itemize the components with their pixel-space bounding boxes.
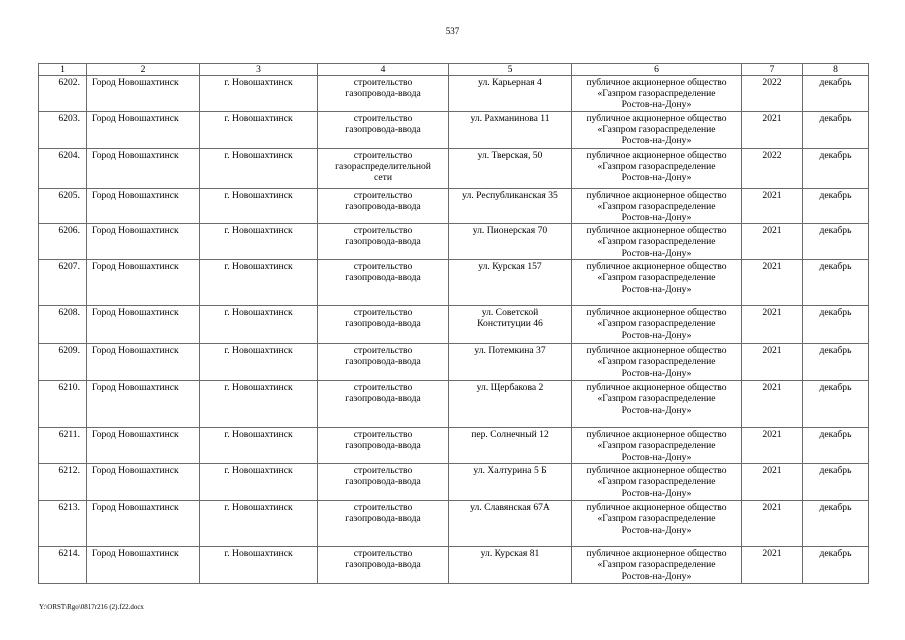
year-cell: 2021 xyxy=(742,260,803,306)
work-type-cell-line: строительство xyxy=(353,502,413,514)
organization-cell-line: «Газпром газораспределение xyxy=(597,356,716,368)
table-row xyxy=(39,428,869,464)
row-number-cell: 6205. xyxy=(39,188,87,224)
month-cell: декабрь xyxy=(803,188,869,224)
header-cell: 1 xyxy=(39,64,87,76)
row-number-cell: 6204. xyxy=(39,148,87,188)
work-type-cell-line: газопровода-ввода xyxy=(345,476,421,488)
organization-cell-line: публичное акционерное общество xyxy=(586,149,727,161)
year-cell: 2021 xyxy=(742,306,803,344)
address-cell xyxy=(449,260,572,306)
organization-cell xyxy=(572,547,742,584)
year-cell: 2021 xyxy=(742,188,803,224)
work-type-cell xyxy=(318,224,449,260)
address-cell-line: Конституции 46 xyxy=(477,318,543,330)
settlement-cell: г. Новошахтинск xyxy=(200,224,318,260)
work-type-cell xyxy=(318,501,449,547)
address-cell-line: ул. Республиканская 35 xyxy=(462,189,558,201)
organization-cell-line: «Газпром газораспределение xyxy=(597,200,716,212)
organization-cell-line: Ростов-на-Дону» xyxy=(621,329,692,341)
municipality-cell: Город Новошахтинск xyxy=(87,428,200,464)
year-cell: 2021 xyxy=(742,547,803,584)
table-row xyxy=(39,188,869,224)
work-type-cell-line: строительство xyxy=(353,345,413,357)
work-type-cell-line: газопровода-ввода xyxy=(345,236,421,248)
organization-cell xyxy=(572,76,742,112)
work-type-cell-line: газопровода-ввода xyxy=(345,559,421,571)
municipality-cell: Город Новошахтинск xyxy=(87,224,200,260)
organization-cell-line: публичное акционерное общество xyxy=(586,502,727,514)
organization-cell-line: Ростов-на-Дону» xyxy=(621,135,692,147)
work-type-cell-line: строительство xyxy=(353,465,413,477)
work-type-cell-line: строительство xyxy=(353,382,413,394)
settlement-cell: г. Новошахтинск xyxy=(200,76,318,112)
organization-cell-line: публичное акционерное общество xyxy=(586,382,727,394)
address-cell-line: ул. Курская 157 xyxy=(478,261,542,273)
work-type-cell xyxy=(318,188,449,224)
municipality-cell: Город Новошахтинск xyxy=(87,306,200,344)
organization-cell-line: «Газпром газораспределение xyxy=(597,160,716,172)
municipality-cell: Город Новошахтинск xyxy=(87,501,200,547)
work-type-cell-line: газораспределительной xyxy=(335,160,431,172)
organization-cell-line: «Газпром газораспределение xyxy=(597,123,716,135)
year-cell: 2021 xyxy=(742,224,803,260)
address-cell-line: ул. Советской xyxy=(481,307,539,319)
data-table xyxy=(38,63,869,584)
work-type-cell-line: газопровода-ввода xyxy=(345,513,421,525)
table-header-row xyxy=(39,64,869,76)
work-type-cell xyxy=(318,344,449,381)
year-cell: 2021 xyxy=(742,464,803,501)
work-type-cell xyxy=(318,306,449,344)
work-type-cell-line: сети xyxy=(374,172,392,184)
organization-cell-line: Ростов-на-Дону» xyxy=(621,99,692,111)
work-type-cell xyxy=(318,111,449,148)
work-type-cell xyxy=(318,547,449,584)
month-cell: декабрь xyxy=(803,76,869,112)
table-row xyxy=(39,381,869,428)
month-cell: декабрь xyxy=(803,111,869,148)
month-cell: декабрь xyxy=(803,464,869,501)
organization-cell-line: публичное акционерное общество xyxy=(586,77,727,88)
settlement-cell: г. Новошахтинск xyxy=(200,501,318,547)
work-type-cell-line: газопровода-ввода xyxy=(345,123,421,135)
organization-cell-line: Ростов-на-Дону» xyxy=(621,451,692,463)
year-cell: 2021 xyxy=(742,344,803,381)
organization-cell xyxy=(572,260,742,306)
municipality-cell: Город Новошахтинск xyxy=(87,111,200,148)
organization-cell-line: «Газпром газораспределение xyxy=(597,393,716,405)
address-cell-line: ул. Щербакова 2 xyxy=(476,382,544,394)
address-cell xyxy=(449,306,572,344)
organization-cell xyxy=(572,428,742,464)
organization-cell-line: публичное акционерное общество xyxy=(586,345,727,357)
organization-cell-line: публичное акционерное общество xyxy=(586,465,727,477)
organization-cell xyxy=(572,111,742,148)
address-cell-line: ул. Карьерная 4 xyxy=(478,77,542,88)
address-cell xyxy=(449,547,572,584)
municipality-cell: Город Новошахтинск xyxy=(87,188,200,224)
header-cell: 6 xyxy=(572,64,742,76)
work-type-cell-line: строительство xyxy=(353,225,413,237)
row-number-cell: 6206. xyxy=(39,224,87,260)
work-type-cell-line: газопровода-ввода xyxy=(345,393,421,405)
settlement-cell: г. Новошахтинск xyxy=(200,188,318,224)
address-cell xyxy=(449,76,572,112)
year-cell: 2021 xyxy=(742,501,803,547)
month-cell: декабрь xyxy=(803,428,869,464)
organization-cell-line: публичное акционерное общество xyxy=(586,189,727,201)
work-type-cell-line: строительство xyxy=(353,112,413,124)
organization-cell-line: Ростов-на-Дону» xyxy=(621,283,692,295)
table-row xyxy=(39,76,869,112)
organization-cell xyxy=(572,188,742,224)
work-type-cell-line: газопровода-ввода xyxy=(345,356,421,368)
header-cell: 2 xyxy=(87,64,200,76)
month-cell: декабрь xyxy=(803,344,869,381)
row-number-cell: 6211. xyxy=(39,428,87,464)
row-number-cell: 6212. xyxy=(39,464,87,501)
organization-cell-line: Ростов-на-Дону» xyxy=(621,524,692,536)
settlement-cell: г. Новошахтинск xyxy=(200,111,318,148)
organization-cell-line: Ростов-на-Дону» xyxy=(621,404,692,416)
work-type-cell-line: газопровода-ввода xyxy=(345,200,421,212)
settlement-cell: г. Новошахтинск xyxy=(200,260,318,306)
settlement-cell: г. Новошахтинск xyxy=(200,344,318,381)
address-cell-line: ул. Пионерская 70 xyxy=(472,225,548,237)
address-cell-line: ул. Курская 81 xyxy=(480,548,540,560)
work-type-cell xyxy=(318,464,449,501)
organization-cell-line: «Газпром газораспределение xyxy=(597,272,716,284)
organization-cell xyxy=(572,381,742,428)
settlement-cell: г. Новошахтинск xyxy=(200,547,318,584)
header-cell: 4 xyxy=(318,64,449,76)
settlement-cell: г. Новошахтинск xyxy=(200,428,318,464)
work-type-cell-line: строительство xyxy=(353,149,413,161)
row-number-cell: 6202. xyxy=(39,76,87,112)
address-cell-line: пер. Солнечный 12 xyxy=(471,429,549,441)
settlement-cell: г. Новошахтинск xyxy=(200,381,318,428)
address-cell xyxy=(449,188,572,224)
month-cell: декабрь xyxy=(803,381,869,428)
work-type-cell xyxy=(318,260,449,306)
work-type-cell-line: газопровода-ввода xyxy=(345,318,421,330)
row-number-cell: 6213. xyxy=(39,501,87,547)
organization-cell-line: публичное акционерное общество xyxy=(586,112,727,124)
month-cell: декабрь xyxy=(803,547,869,584)
header-cell: 7 xyxy=(742,64,803,76)
organization-cell xyxy=(572,501,742,547)
organization-cell-line: публичное акционерное общество xyxy=(586,429,727,441)
work-type-cell-line: газопровода-ввода xyxy=(345,272,421,284)
organization-cell-line: «Газпром газораспределение xyxy=(597,440,716,452)
organization-cell-line: Ростов-на-Дону» xyxy=(621,212,692,224)
work-type-cell-line: строительство xyxy=(353,548,413,560)
header-cell: 3 xyxy=(200,64,318,76)
work-type-cell-line: строительство xyxy=(353,189,413,201)
table-row xyxy=(39,260,869,306)
organization-cell-line: публичное акционерное общество xyxy=(586,225,727,237)
municipality-cell: Город Новошахтинск xyxy=(87,148,200,188)
municipality-cell: Город Новошахтинск xyxy=(87,464,200,501)
organization-cell-line: публичное акционерное общество xyxy=(586,307,727,319)
municipality-cell: Город Новошахтинск xyxy=(87,76,200,112)
address-cell xyxy=(449,224,572,260)
year-cell: 2021 xyxy=(742,381,803,428)
address-cell xyxy=(449,344,572,381)
address-cell-line: ул. Потемкина 37 xyxy=(474,345,546,357)
work-type-cell-line: газопровода-ввода xyxy=(345,440,421,452)
row-number-cell: 6203. xyxy=(39,111,87,148)
organization-cell-line: «Газпром газораспределение xyxy=(597,513,716,525)
municipality-cell: Город Новошахтинск xyxy=(87,547,200,584)
work-type-cell xyxy=(318,428,449,464)
organization-cell xyxy=(572,148,742,188)
table-row xyxy=(39,111,869,148)
organization-cell-line: Ростов-на-Дону» xyxy=(621,172,692,184)
table-row xyxy=(39,501,869,547)
year-cell: 2021 xyxy=(742,111,803,148)
organization-cell-line: Ростов-на-Дону» xyxy=(621,367,692,379)
address-cell xyxy=(449,148,572,188)
work-type-cell-line: строительство xyxy=(353,429,413,441)
table-row xyxy=(39,547,869,584)
municipality-cell: Город Новошахтинск xyxy=(87,381,200,428)
table-row xyxy=(39,148,869,188)
municipality-cell: Город Новошахтинск xyxy=(87,260,200,306)
header-cell: 5 xyxy=(449,64,572,76)
address-cell xyxy=(449,111,572,148)
work-type-cell-line: строительство xyxy=(353,261,413,273)
year-cell: 2022 xyxy=(742,148,803,188)
organization-cell-line: Ростов-на-Дону» xyxy=(621,487,692,499)
row-number-cell: 6214. xyxy=(39,547,87,584)
work-type-cell-line: газопровода-ввода xyxy=(345,88,421,100)
address-cell xyxy=(449,501,572,547)
row-number-cell: 6207. xyxy=(39,260,87,306)
work-type-cell-line: строительство xyxy=(353,77,413,88)
work-type-cell-line: строительство xyxy=(353,307,413,319)
municipality-cell: Город Новошахтинск xyxy=(87,344,200,381)
organization-cell-line: «Газпром газораспределение xyxy=(597,476,716,488)
address-cell xyxy=(449,381,572,428)
settlement-cell: г. Новошахтинск xyxy=(200,306,318,344)
work-type-cell xyxy=(318,381,449,428)
address-cell-line: ул. Халтурина 5 Б xyxy=(473,465,547,477)
organization-cell-line: «Газпром газораспределение xyxy=(597,559,716,571)
table-row xyxy=(39,224,869,260)
month-cell: декабрь xyxy=(803,224,869,260)
organization-cell-line: публичное акционерное общество xyxy=(586,261,727,273)
organization-cell xyxy=(572,306,742,344)
month-cell: декабрь xyxy=(803,148,869,188)
table-row xyxy=(39,344,869,381)
organization-cell-line: публичное акционерное общество xyxy=(586,548,727,560)
header-cell: 8 xyxy=(803,64,869,76)
settlement-cell: г. Новошахтинск xyxy=(200,148,318,188)
organization-cell-line: «Газпром газораспределение xyxy=(597,236,716,248)
address-cell-line: ул. Рахманинова 11 xyxy=(470,112,550,124)
organization-cell xyxy=(572,344,742,381)
organization-cell-line: «Газпром газораспределение xyxy=(597,88,716,100)
address-cell xyxy=(449,464,572,501)
address-cell-line: ул. Славянская 67А xyxy=(470,502,550,514)
address-cell xyxy=(449,428,572,464)
year-cell: 2021 xyxy=(742,428,803,464)
work-type-cell xyxy=(318,148,449,188)
organization-cell xyxy=(572,464,742,501)
address-cell-line: ул. Тверская, 50 xyxy=(477,149,543,161)
settlement-cell: г. Новошахтинск xyxy=(200,464,318,501)
month-cell: декабрь xyxy=(803,260,869,306)
row-number-cell: 6210. xyxy=(39,381,87,428)
month-cell: декабрь xyxy=(803,501,869,547)
organization-cell-line: «Газпром газораспределение xyxy=(597,318,716,330)
year-cell: 2022 xyxy=(742,76,803,112)
work-type-cell xyxy=(318,76,449,112)
table-row xyxy=(39,464,869,501)
footer-file-path: Y:\ORST\Rgo\0817r216 (2).f22.docx xyxy=(39,603,144,611)
table-row xyxy=(39,306,869,344)
month-cell: декабрь xyxy=(803,306,869,344)
page-number: 537 xyxy=(445,26,460,36)
row-number-cell: 6209. xyxy=(39,344,87,381)
organization-cell-line: Ростов-на-Дону» xyxy=(621,570,692,582)
row-number-cell: 6208. xyxy=(39,306,87,344)
organization-cell-line: Ростов-на-Дону» xyxy=(621,247,692,259)
organization-cell xyxy=(572,224,742,260)
